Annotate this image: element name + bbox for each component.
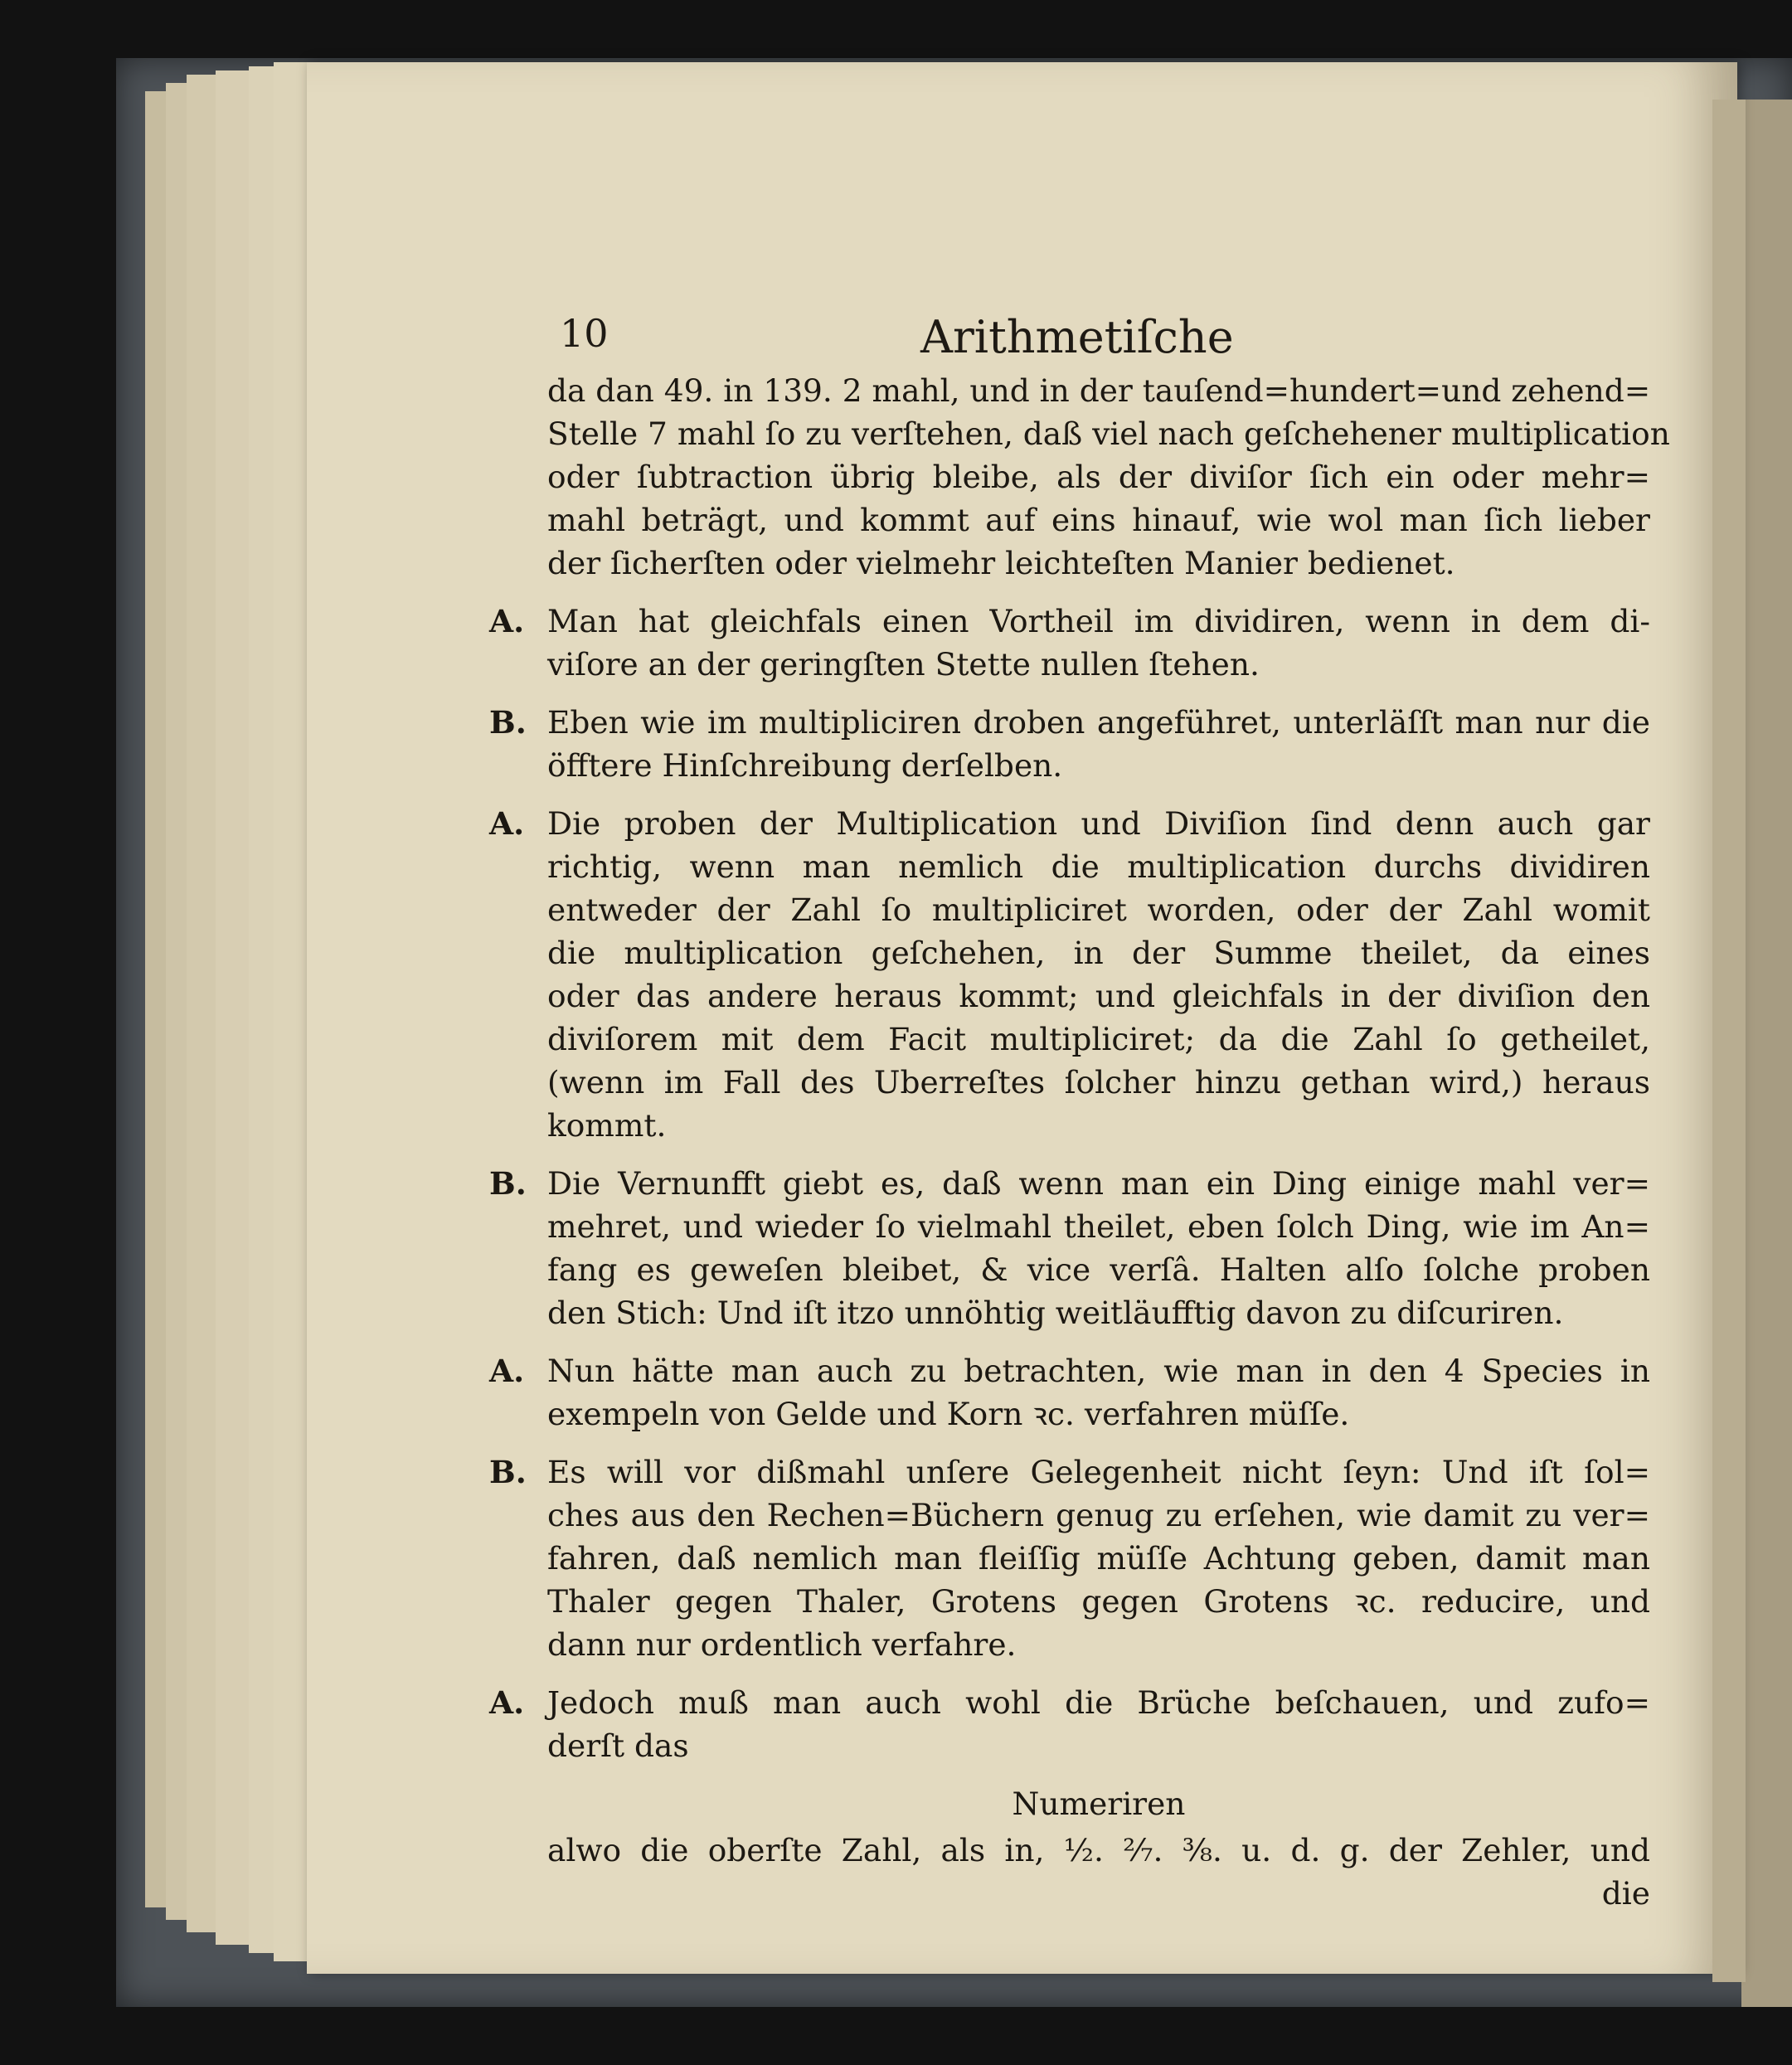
text-line: die multiplication geſchehen, in der Summe theilet, da eines bbox=[547, 935, 1650, 971]
text-line: Die proben der Multiplication und Diviſion ſind denn auch gar bbox=[547, 805, 1650, 842]
text-line: alwo die oberſte Zahl, als in, ½. ²⁄₇. ⅜. u. d. g. der Zehler, und bbox=[547, 1832, 1650, 1868]
text-line: kommt. bbox=[547, 1107, 667, 1144]
text-line: Man hat gleichfals einen Vortheil im dividiren, wenn in dem di- bbox=[547, 603, 1650, 639]
page-header bbox=[307, 311, 1737, 369]
paragraph bbox=[489, 600, 1650, 686]
text-line: öfftere Hinſchreibung derſelben. bbox=[547, 747, 1063, 784]
text-line: den Stich: Und iſt itzo unnöhtig weitläufftig davon zu diſcuriren. bbox=[547, 1295, 1564, 1331]
text-line: der ſicherſten oder vielmehr leichteſten Manier bedienet. bbox=[547, 545, 1455, 581]
text-line: richtig, wenn man nemlich die multiplication durchs dividiren bbox=[547, 848, 1650, 885]
facing-page-edge bbox=[1741, 100, 1792, 2007]
text-line: Die Vernunfft giebt es, daß wenn man ein Ding einige mahl ver= bbox=[547, 1165, 1650, 1202]
text-line: Stelle 7 mahl ſo zu verſtehen, daß viel nach geſchehener multiplication bbox=[547, 415, 1670, 452]
paragraph bbox=[489, 701, 1650, 787]
paragraph bbox=[489, 1681, 1650, 1767]
paragraph bbox=[489, 369, 1670, 585]
speaker-label: A. bbox=[489, 603, 525, 639]
text-line: fang es geweſen bleibet, & vice verſâ. Halten alſo ſolche proben bbox=[547, 1251, 1650, 1288]
text-line: exempeln von Gelde und Korn ꝛc. verfahren müſſe. bbox=[547, 1396, 1350, 1432]
text-line: fahren, daß nemlich man fleiſſig müſſe Achtung geben, damit man bbox=[547, 1540, 1650, 1577]
section-heading-text: Numeriren bbox=[1012, 1786, 1186, 1822]
text-line: Nun hätte man auch zu betrachten, wie man in den 4 Species in bbox=[547, 1353, 1650, 1389]
catchword: die bbox=[1601, 1875, 1650, 1912]
page-body bbox=[489, 369, 1670, 1930]
text-line: dann nur ordentlich verfahre. bbox=[547, 1626, 1017, 1663]
text-line: Thaler gegen Thaler, Grotens gegen Grotens ꝛc. reducire, und bbox=[547, 1583, 1650, 1620]
speaker-label: A. bbox=[489, 1353, 525, 1389]
paragraph bbox=[489, 1450, 1650, 1666]
speaker-label: B. bbox=[489, 1165, 527, 1202]
text-line: (wenn im Fall des Uberreſtes ſolcher hinzu gethan wird,) heraus bbox=[547, 1064, 1650, 1101]
text-line: oder ſubtraction übrig bleibe, als der diviſor ſich ein oder mehr= bbox=[547, 459, 1650, 495]
paragraph bbox=[489, 1162, 1650, 1334]
text-line: mehret, und wieder ſo vielmahl theilet, eben ſolch Ding, wie im An= bbox=[547, 1208, 1650, 1245]
text-line: da dan 49. in 139. 2 mahl, und in der tauſend=hundert=und zehend= bbox=[547, 372, 1651, 409]
running-title: Arithmetiſche bbox=[920, 311, 1234, 363]
closing-paragraph bbox=[489, 1829, 1650, 1915]
text-line: Es will vor dißmahl unſere Gelegenheit nicht ſeyn: Und iſt ſol= bbox=[547, 1454, 1650, 1490]
text-line: Jedoch muß man auch wohl die Brüche beſchauen, und zufo= bbox=[547, 1684, 1650, 1721]
text-line: oder das andere heraus kommt; und gleichfals in der diviſion den bbox=[547, 978, 1650, 1014]
speaker-label: A. bbox=[489, 805, 525, 842]
book-gutter bbox=[1712, 100, 1746, 1982]
text-line: derſt das bbox=[547, 1727, 689, 1764]
speaker-label: B. bbox=[489, 704, 527, 741]
speaker-label: B. bbox=[489, 1454, 527, 1490]
text-line: Eben wie im multipliciren droben angeführet, unterläſſt man nur die bbox=[547, 704, 1650, 741]
book-page bbox=[307, 62, 1737, 1974]
text-line: diviſorem mit dem Facit multipliciret; da die Zahl ſo getheilet, bbox=[547, 1021, 1650, 1057]
section-heading bbox=[489, 1782, 1650, 1825]
text-line: ches aus den Rechen=Büchern genug zu erſehen, wie damit zu ver= bbox=[547, 1497, 1650, 1533]
speaker-label: A. bbox=[489, 1684, 525, 1721]
paragraph bbox=[489, 1349, 1650, 1436]
text-line: viſore an der geringſten Stette nullen ſtehen. bbox=[547, 646, 1260, 683]
text-line: entweder der Zahl ſo multipliciret worden, oder der Zahl womit bbox=[547, 892, 1650, 928]
paragraph bbox=[489, 802, 1650, 1147]
text-line: mahl beträgt, und kommt auf eins hinauf, wie wol man ſich lieber bbox=[547, 502, 1650, 538]
page-number: 10 bbox=[560, 311, 609, 356]
